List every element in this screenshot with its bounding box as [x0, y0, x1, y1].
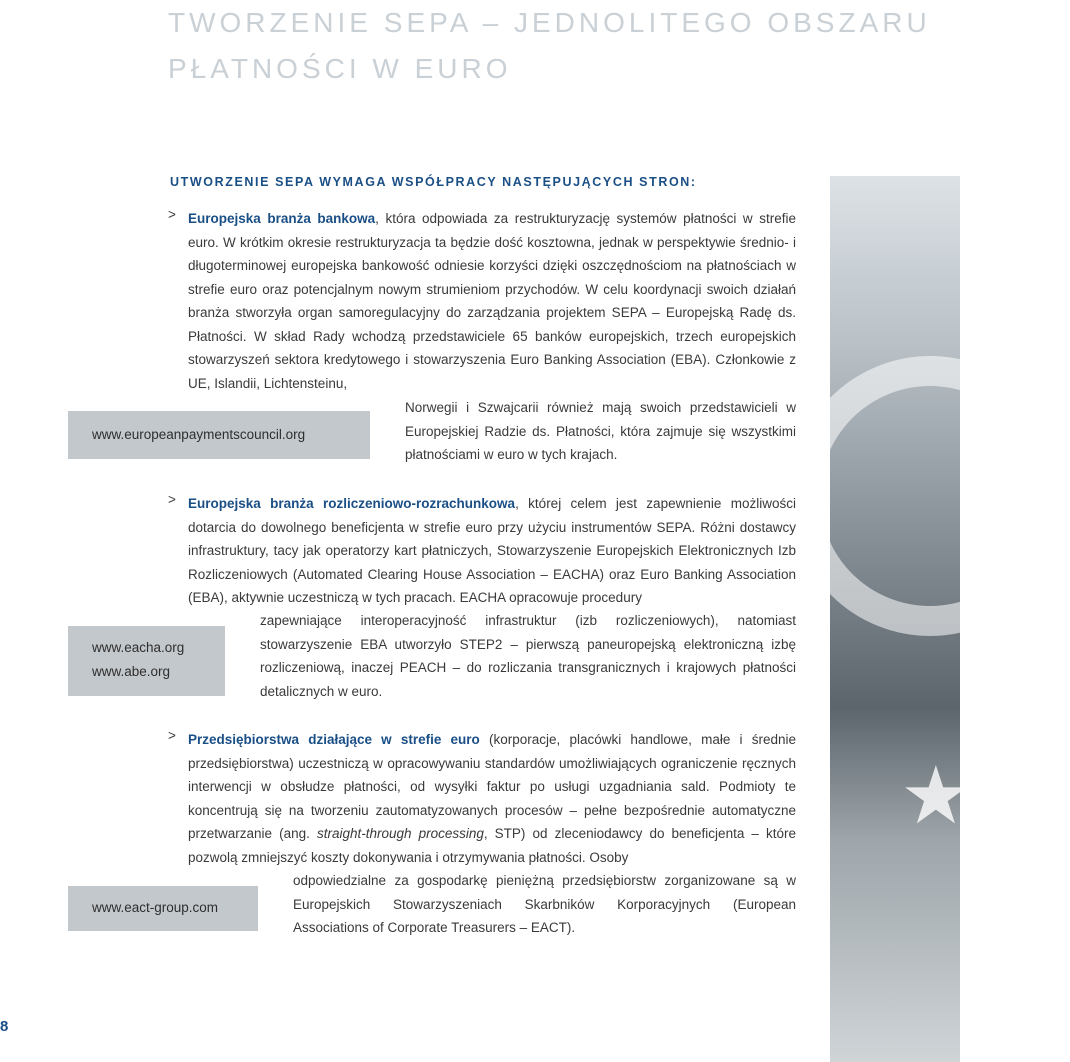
link-eacha[interactable]: www.eacha.org: [92, 640, 185, 655]
section-1-paragraph: [188, 207, 796, 395]
section-3-text-a: (korporacje, placówki handlowe, małe i średnie przedsiębiorstwa) uczestniczą w opracowywaniu standardów umożliwiających ograniczenie ręcznych interwencji w obsłudze płatności, od wysyłki faktur po usługi uzgadniania sald. Podmioty te koncentrują się na tworzeniu zautomatyzowanych procesów – pełne bezpośrednie automatyczne przetwarzanie (ang.: [188, 732, 797, 841]
page-title: [168, 0, 931, 92]
section-3-paragraph: [188, 728, 796, 869]
section-3-lead: Przedsiębiorstwa działające w strefie euro: [188, 732, 480, 747]
euro-symbol-ring: [790, 356, 1070, 636]
section-2-text: , której celem jest zapewnienie możliwości dotarcia do dowolnego beneficjenta w strefie euro przy użyciu instrumentów SEPA. Różni dostawcy infrastruktury, tacy jak operatorzy kart płatniczych, Stowarzyszenie Europejskich Elektronicznych Izb Rozliczeniowych (Automated Clearing House Association – EACHA) oraz Euro Banking Association (EBA), aktywnie uczestniczą w tych pracach. EACHA opracowuje procedury: [188, 496, 796, 605]
section-heading: UTWORZENIE SEPA WYMAGA WSPÓŁPRACY NASTĘPUJĄCYCH STRON:: [170, 175, 697, 189]
bullet-marker: >: [168, 207, 176, 222]
section-1-lead: Europejska branża bankowa: [188, 211, 376, 226]
bullet-marker: >: [168, 728, 176, 743]
title-line-2: PŁATNOŚCI W EURO: [168, 53, 512, 84]
section-2-lead: Europejska branża rozliczeniowo-rozrachunkowa: [188, 496, 516, 511]
link-box-eact: [68, 886, 258, 931]
title-line-1: TWORZENIE SEPA – JEDNOLITEGO OBSZARU: [168, 7, 931, 38]
section-2-continued: zapewniające interoperacyjność infrastruktur (izb rozliczeniowych), natomiast stowarzyszenie EBA utworzyło STEP2 – pierwszą paneuropejską elektroniczną izbę rozliczeniową, inaczej PEACH – do rozliczania transgranicznych i krajowych płatności detalicznych w euro.: [260, 613, 796, 699]
link-europeanpaymentscouncil[interactable]: www.europeanpaymentscouncil.org: [92, 427, 306, 442]
star-icon: ★: [900, 751, 972, 840]
link-eact-group[interactable]: www.eact-group.com: [92, 900, 219, 915]
link-box-eacha: [68, 626, 225, 696]
section-3-italic: straight-through processing: [316, 826, 484, 841]
section-2-paragraph: [188, 492, 796, 610]
bullet-marker: >: [168, 492, 176, 507]
decorative-photo: [830, 176, 972, 1062]
section-3-continued: odpowiedzialne za gospodarkę pieniężną przedsiębiorstw zorganizowane są w Europejskich Stowarzyszeniach Skarbników Korporacyjnych (European Associations of Corporate Treasurers – EACT).: [293, 873, 796, 935]
page-number: 8: [0, 1018, 9, 1035]
link-box-epc: [68, 411, 370, 459]
section-1-text: , która odpowiada za restrukturyzację systemów płatności w strefie euro. W krótkim okresie restrukturyzacja ta będzie dość kosztowna, jednak w perspektywie średnio- i długoterminowej europejska bankowość odniesie korzyści dzięki oszczędnościom na płatnościach w strefie euro oraz potencjalnym nowym strumieniom przychodów. W celu koordynacji swoich działań branża stworzyła organ samoregulacyjny do zarządzania projektem SEPA – Europejską Radę ds. Płatności. W skład Rady wchodzą przedstawiciele 65 banków europejskich, trzech europejskich stowarzyszeń sektora kredytowego i stowarzyszenia Euro Banking Association (EBA). Członkowie z UE, Islandii, Lichtensteinu,: [188, 211, 796, 391]
section-3-text-b: , STP) od zleceniodawcy do beneficjenta – które pozwolą zmniejszyć koszty dokonywania i otrzymywania płatności. Osoby: [188, 826, 796, 865]
section-1-continued: Norwegii i Szwajcarii również mają swoich przedstawicieli w Europejskiej Radzie ds. Płatności, która zajmuje się wszystkimi płatnościami w euro w tych krajach.: [405, 400, 796, 462]
link-abe[interactable]: www.abe.org: [92, 664, 171, 679]
